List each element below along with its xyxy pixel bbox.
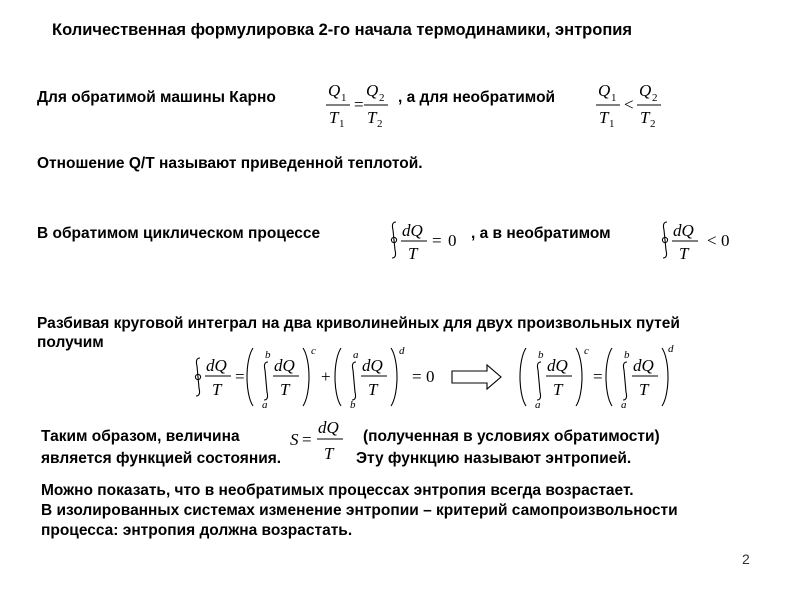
svg-text:2: 2 xyxy=(650,118,656,130)
svg-text:T: T xyxy=(408,244,418,263)
svg-text:=: = xyxy=(412,367,422,386)
svg-text:dQ: dQ xyxy=(362,356,383,375)
svg-text:dQ: dQ xyxy=(547,356,568,375)
svg-text:c: c xyxy=(584,345,589,357)
svg-text:dQ: dQ xyxy=(318,418,339,437)
svg-text:T: T xyxy=(329,108,339,127)
svg-text:dQ: dQ xyxy=(673,221,694,240)
split-integral-text-1: Разбивая круговой интеграл на два криволинейных для двух произвольных путей xyxy=(37,315,680,332)
entropy-intro-text: Таким образом, величина xyxy=(41,428,240,445)
svg-text:Q: Q xyxy=(328,81,341,100)
svg-text:1: 1 xyxy=(609,118,615,130)
reversibility-condition-text: (полученная в условиях обратимости) xyxy=(363,428,660,445)
svg-text:T: T xyxy=(368,380,378,399)
svg-text:T: T xyxy=(212,380,222,399)
svg-text:b: b xyxy=(538,349,544,361)
svg-text:b: b xyxy=(350,399,356,411)
split-integral-text-2: получим xyxy=(37,334,104,351)
svg-text:T: T xyxy=(599,108,609,127)
svg-text:1: 1 xyxy=(611,92,617,104)
svg-text:T: T xyxy=(640,108,650,127)
svg-text:b: b xyxy=(265,349,271,361)
svg-text:<: < xyxy=(624,95,634,114)
svg-text:dQ: dQ xyxy=(274,356,295,375)
svg-text:1: 1 xyxy=(339,118,345,130)
entropy-definition xyxy=(286,414,352,466)
svg-text:d: d xyxy=(668,343,674,355)
conclusion-text-1: Можно показать, что в необратимых процессах энтропия всегда возрастает. xyxy=(41,482,634,499)
svg-text:T: T xyxy=(679,244,689,263)
conclusion-text-2: В изолированных системах изменение энтропии – критерий самопроизвольности xyxy=(41,502,678,519)
svg-text:a: a xyxy=(353,349,359,361)
svg-text:=: = xyxy=(235,367,245,386)
svg-text:1: 1 xyxy=(341,92,347,104)
svg-text:=: = xyxy=(302,430,312,449)
state-function-text: является функцией состояния. xyxy=(41,450,282,467)
svg-text:b: b xyxy=(624,349,630,361)
svg-text:<: < xyxy=(707,231,717,250)
svg-text:0: 0 xyxy=(448,231,457,250)
svg-text:T: T xyxy=(324,444,334,463)
entropy-name-text: Эту функцию называют энтропией. xyxy=(356,450,632,467)
reversible-cycle-text: В обратимом циклическом процессе xyxy=(37,225,321,242)
svg-text:T: T xyxy=(553,380,563,399)
svg-text:0: 0 xyxy=(426,367,435,386)
svg-text:Q: Q xyxy=(598,81,611,100)
svg-text:a: a xyxy=(262,399,268,411)
irreversible-cycle-text: , а в необратимом xyxy=(471,225,611,242)
carnot-irreversible-text: , а для необратимой xyxy=(398,89,556,106)
conclusion-text-3: процесса: энтропия должна возрастать. xyxy=(41,522,353,539)
carnot-reversible-equation xyxy=(322,76,392,128)
reduced-heat-text: Отношение Q/T называют приведенной теплотой. xyxy=(37,155,423,172)
svg-text:=: = xyxy=(354,95,364,114)
svg-text:dQ: dQ xyxy=(402,221,423,240)
svg-text:a: a xyxy=(535,399,541,411)
irreversible-cycle-integral xyxy=(657,216,739,264)
slide-title: Количественная формулировка 2-го начала термодинамики, энтропия xyxy=(52,21,633,39)
reversible-cycle-integral xyxy=(386,216,468,264)
svg-text:2: 2 xyxy=(377,118,383,130)
carnot-irreversible-inequality xyxy=(592,76,664,128)
svg-text:Q: Q xyxy=(366,81,379,100)
svg-text:2: 2 xyxy=(652,92,658,104)
svg-text:=: = xyxy=(593,367,603,386)
svg-text:S: S xyxy=(290,430,299,449)
svg-text:=: = xyxy=(432,231,442,250)
svg-text:Q: Q xyxy=(639,81,652,100)
split-integral-equation xyxy=(190,340,674,412)
svg-text:T: T xyxy=(280,380,290,399)
svg-text:0: 0 xyxy=(721,231,730,250)
svg-text:a: a xyxy=(621,399,627,411)
svg-text:dQ: dQ xyxy=(633,356,654,375)
svg-text:dQ: dQ xyxy=(206,356,227,375)
svg-text:d: d xyxy=(399,345,405,357)
svg-text:c: c xyxy=(311,345,316,357)
svg-text:2: 2 xyxy=(379,92,385,104)
svg-text:T: T xyxy=(639,380,649,399)
page-number: 2 xyxy=(742,551,750,567)
svg-text:+: + xyxy=(321,367,331,386)
carnot-reversible-text: Для обратимой машины Карно xyxy=(37,89,276,106)
svg-text:T: T xyxy=(367,108,377,127)
